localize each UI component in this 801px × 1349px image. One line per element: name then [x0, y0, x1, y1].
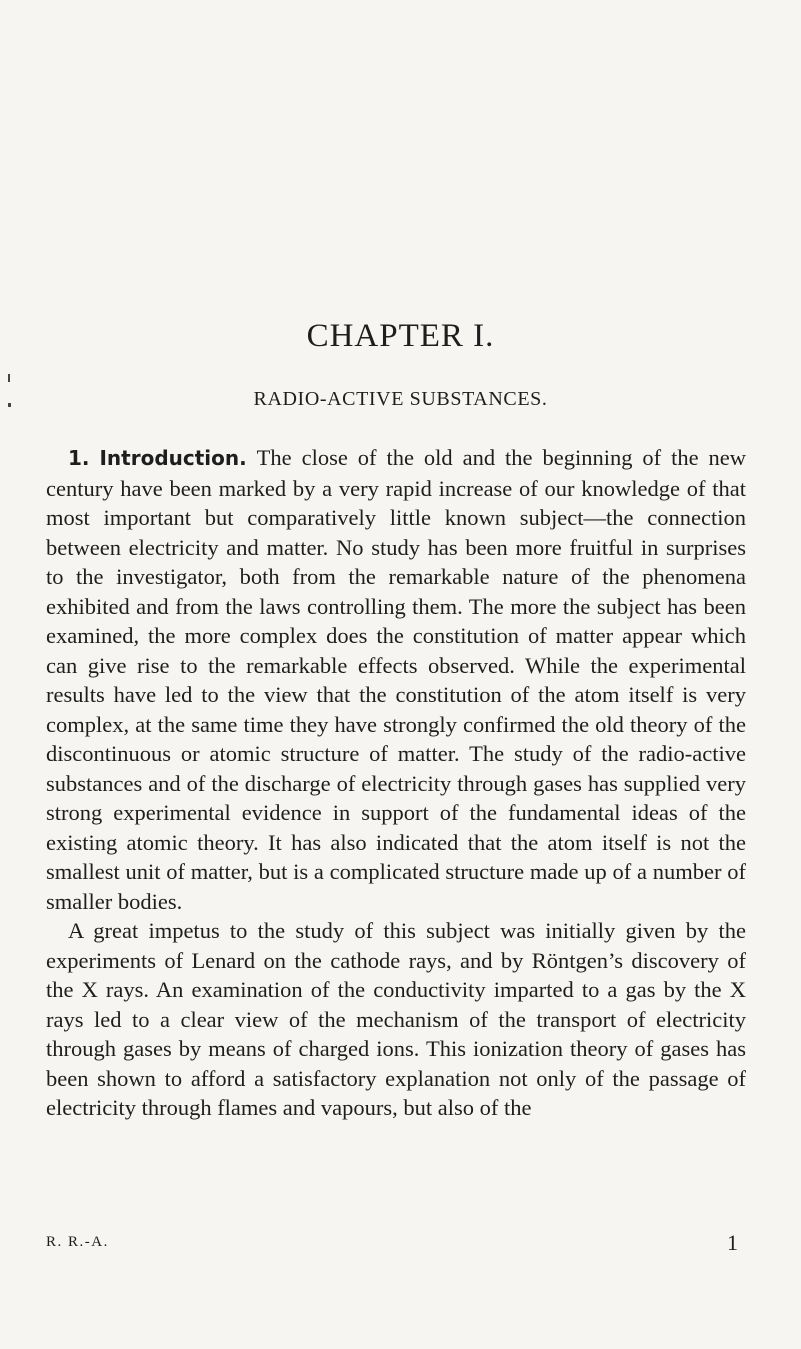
paragraph-1-text: The close of the old and the beginning of the new century have been marked by a very rapid increase of our knowledge of that most important but comparatively little known subject—the connection between electricity and matter. No study has been more fruitful in surprises to the investigator, both from the remarkable nature of the phenomena exhibited and from the laws controlling them. The more the subject has been examined, the more complex does the constitution of matter appear which can give rise to the remarkable effects observed. While the experimental results have led to the view that the constitution of the atom itself is very complex, at the same time they have strongly confirmed the old theory of the discontinuous or atomic structure of matter. The study of the radio-active substances and of the discharge of electricity through gases has supplied very strong experimental evidence in support of the fundamental ideas of the existing atomic theory. It has also indicated that the atom itself is not the smallest unit of matter, but is a complicated structure made up of a number of smaller bodies.	[46, 445, 747, 914]
signature-mark: R. R.-A.	[46, 1234, 109, 1250]
chapter-title: CHAPTER I.	[306, 318, 495, 354]
paragraph-introduction	[46, 443, 746, 916]
body-text	[46, 443, 746, 1123]
section-heading: Introduction.	[99, 446, 247, 470]
chapter-subtitle: RADIO-ACTIVE SUBSTANCES.	[253, 388, 548, 410]
margin-mark	[8, 374, 10, 382]
section-number: 1.	[68, 446, 90, 470]
paragraph-2: A great impetus to the study of this subject was initially given by the experiments of Lenard on the cathode rays, and by Röntgen’s discovery of the X rays. An examination of the conductivity imparted to a gas by the X rays led to a clear view of the mechanism of the transport of electricity through gases by means of charged ions. This ionization theory of gases has been shown to afford a satisfactory explanation not only of the passage of electricity through flames and vapours, but also of the	[46, 918, 746, 1120]
page-number: 1	[727, 1230, 738, 1255]
page-footer	[46, 1230, 746, 1258]
